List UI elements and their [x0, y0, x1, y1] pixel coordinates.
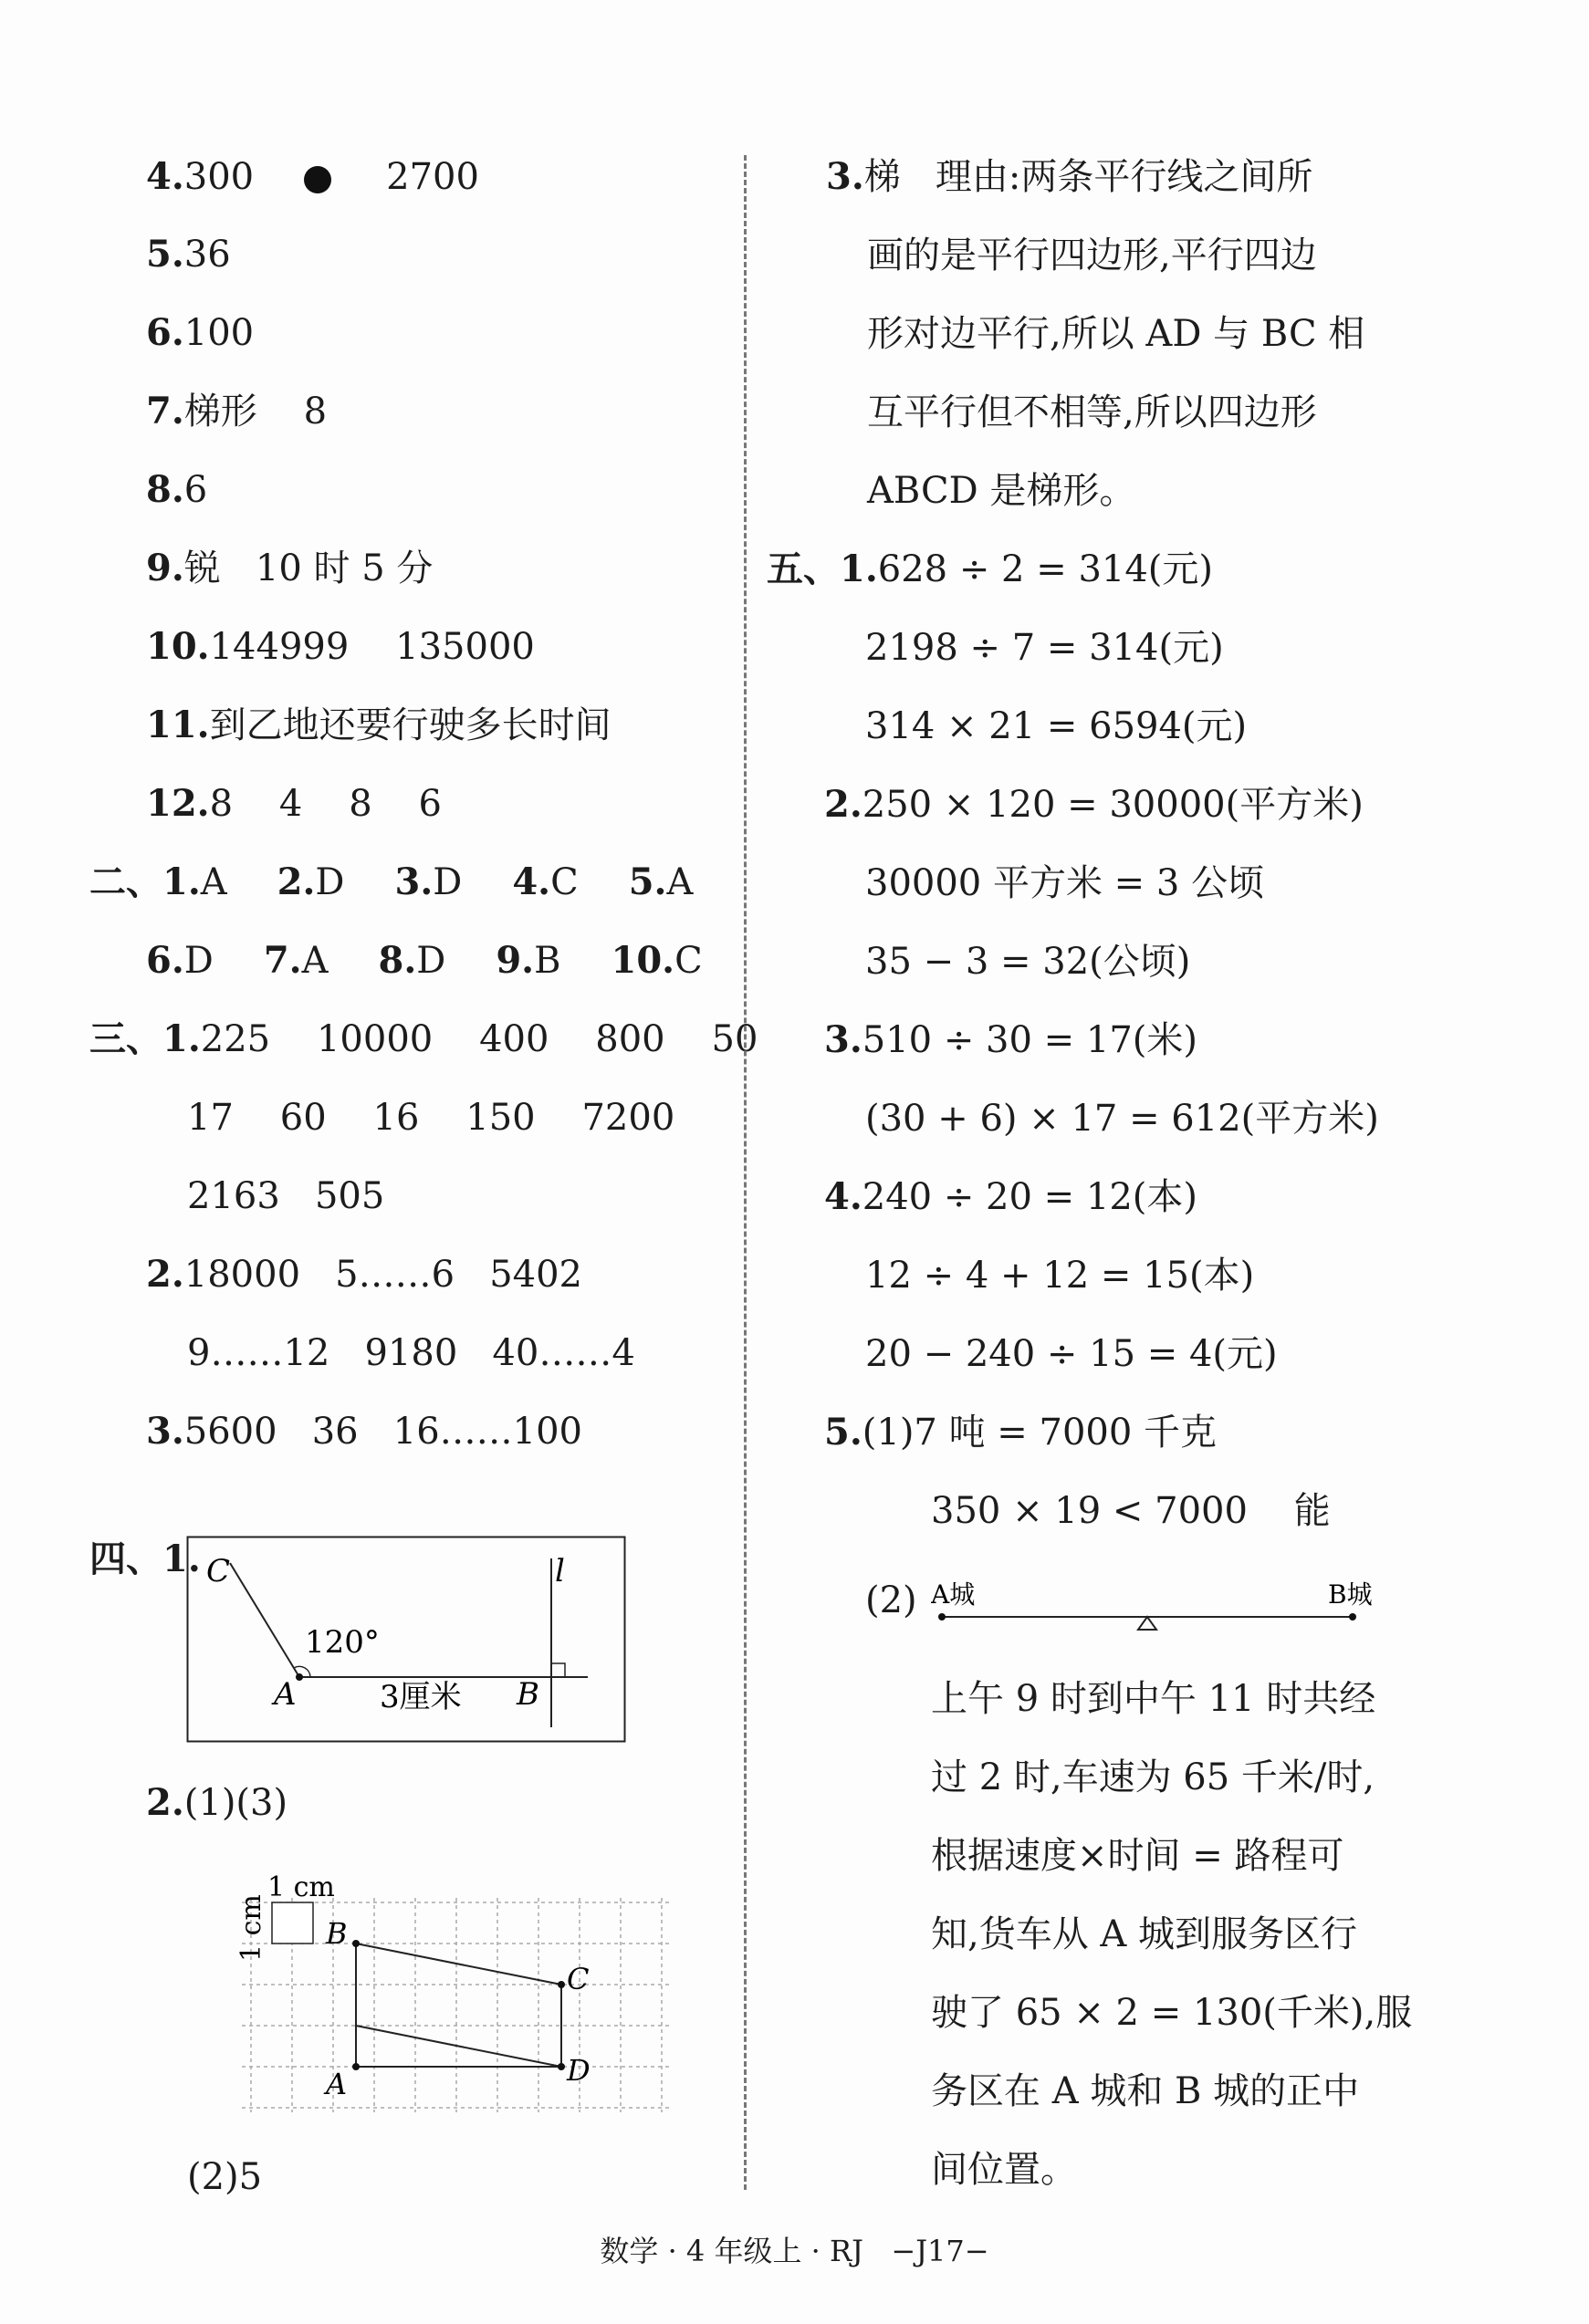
q3-line-1: 3.梯 理由:两条平行线之间所	[826, 155, 1313, 198]
label-angle: 120°	[305, 1624, 380, 1661]
sec5-q5-part-2: (2)	[865, 1579, 917, 1621]
angle-figure	[186, 1536, 626, 1743]
point-a	[296, 1673, 303, 1681]
label-b-city: B城	[1328, 1579, 1373, 1610]
label-c: C	[567, 1962, 590, 1996]
sec5-q1-line-2: 2198 ÷ 7 = 314(元)	[865, 627, 1224, 669]
dot-symbol	[304, 166, 331, 193]
sec5-q5-para-3: 根据速度×时间 = 路程可	[931, 1835, 1344, 1877]
label-d: D	[567, 2053, 591, 2088]
sec5-q5-line-2: 350 × 19 < 7000 能	[931, 1490, 1331, 1532]
column-divider	[744, 155, 747, 2190]
label-l: l	[555, 1553, 565, 1589]
section-3-q2-line-2: 9……12 9180 40……4	[187, 1332, 635, 1374]
unit-label-h: 1 cm	[267, 1871, 335, 1903]
label-c: C	[206, 1553, 231, 1589]
label-b: B	[517, 1676, 539, 1713]
sec5-q2-line-1: 2.250 × 120 = 30000(平方米)	[824, 783, 1364, 826]
unit-square	[272, 1902, 313, 1944]
q3-line-3: 形对边平行,所以 AD 与 BC 相	[867, 313, 1365, 355]
answer-5: 5.36	[146, 233, 231, 276]
label-length: 3厘米	[380, 1679, 462, 1715]
q3-line-4: 互平行但不相等,所以四边形	[867, 391, 1317, 433]
label-a: A	[326, 2067, 348, 2101]
section-3-q3: 3.5600 36 16……100	[146, 1410, 582, 1453]
answer-10: 10.144999 135000	[146, 625, 535, 668]
sec5-q5-para-5: 驶了 65 × 2 = 130(千米),服	[931, 1992, 1413, 2034]
sec5-q5-line-1: 5.(1)7 吨 = 7000 千克	[824, 1411, 1218, 1454]
section-4-q2: 2.(1)(3)	[146, 1781, 288, 1824]
diagonal	[356, 2026, 561, 2067]
section-3-q1-line-3: 2163 505	[187, 1175, 385, 1217]
route-diagram	[931, 1571, 1392, 1635]
sec5-q4-line-1: 4.240 ÷ 20 = 12(本)	[824, 1175, 1198, 1218]
sec5-q2-line-3: 35 − 3 = 32(公顷)	[865, 941, 1191, 983]
answer-7: 7.梯形 8	[146, 390, 328, 432]
section-3-q1-line-1: 三、1.225 10000 400 800 50	[89, 1017, 758, 1060]
answer-4: 4.300 2700	[146, 155, 479, 198]
grid-figure	[224, 1861, 680, 2112]
sec5-q5-para-7: 间位置。	[931, 2149, 1077, 2191]
sec5-q3-line-1: 3.510 ÷ 30 = 17(米)	[824, 1018, 1198, 1061]
q3-line-5: ABCD 是梯形。	[867, 470, 1136, 512]
section-2-row-1: 二、1.A 2.D 3.D 4.C 5.A	[89, 860, 694, 903]
page-footer: 数学 · 4 年级上 · RJ −J17−	[600, 2234, 989, 2268]
service-area-marker	[1138, 1617, 1156, 1630]
sec5-q4-line-3: 20 − 240 ÷ 15 = 4(元)	[865, 1333, 1278, 1375]
section-4-q1-label: 四、1.	[89, 1537, 201, 1580]
section-3-q1-line-2: 17 60 16 150 7200	[187, 1097, 675, 1139]
sec5-q5-para-4: 知,货车从 A 城到服务区行	[931, 1913, 1358, 1955]
sec5-q3-line-2: (30 + 6) × 17 = 612(平方米)	[865, 1098, 1379, 1140]
answer-12: 12.8 4 8 6	[146, 782, 442, 825]
sec5-q1-line-3: 314 × 21 = 6594(元)	[865, 705, 1248, 747]
sec5-q5-para-6: 务区在 A 城和 B 城的正中	[931, 2070, 1360, 2112]
section-2-row-2: 6.D 7.A 8.D 9.B 10.C	[146, 939, 703, 982]
answer-8: 8.6	[146, 468, 208, 511]
answer-11: 11.到乙地还要行驶多长时间	[146, 703, 612, 746]
section-4-q2-part-2: (2)5	[187, 2156, 263, 2198]
sec5-q5-para-1: 上午 9 时到中午 11 时共经	[931, 1678, 1376, 1720]
label-b: B	[326, 1916, 348, 1951]
answer-9: 9.锐 10 时 5 分	[146, 547, 434, 589]
trapezoid-abcd	[356, 1944, 561, 2067]
sec5-q4-line-2: 12 ÷ 4 + 12 = 15(本)	[865, 1255, 1255, 1297]
sec5-q2-line-2: 30000 平方米 = 3 公顷	[865, 862, 1265, 904]
sec5-q5-para-2: 过 2 时,车速为 65 千米/时,	[931, 1756, 1375, 1798]
ray-ac	[230, 1563, 299, 1677]
unit-label-v: 1 cm	[235, 1894, 267, 1962]
right-angle-mark	[551, 1663, 565, 1677]
label-a-city: A城	[931, 1579, 976, 1610]
sec5-q1-line-1: 五、1.628 ÷ 2 = 314(元)	[767, 547, 1214, 590]
answer-6: 6.100	[146, 311, 255, 354]
q3-line-2: 画的是平行四边形,平行四边	[867, 234, 1317, 276]
section-3-q2-line-1: 2.18000 5……6 5402	[146, 1253, 582, 1296]
label-a: A	[274, 1676, 297, 1713]
